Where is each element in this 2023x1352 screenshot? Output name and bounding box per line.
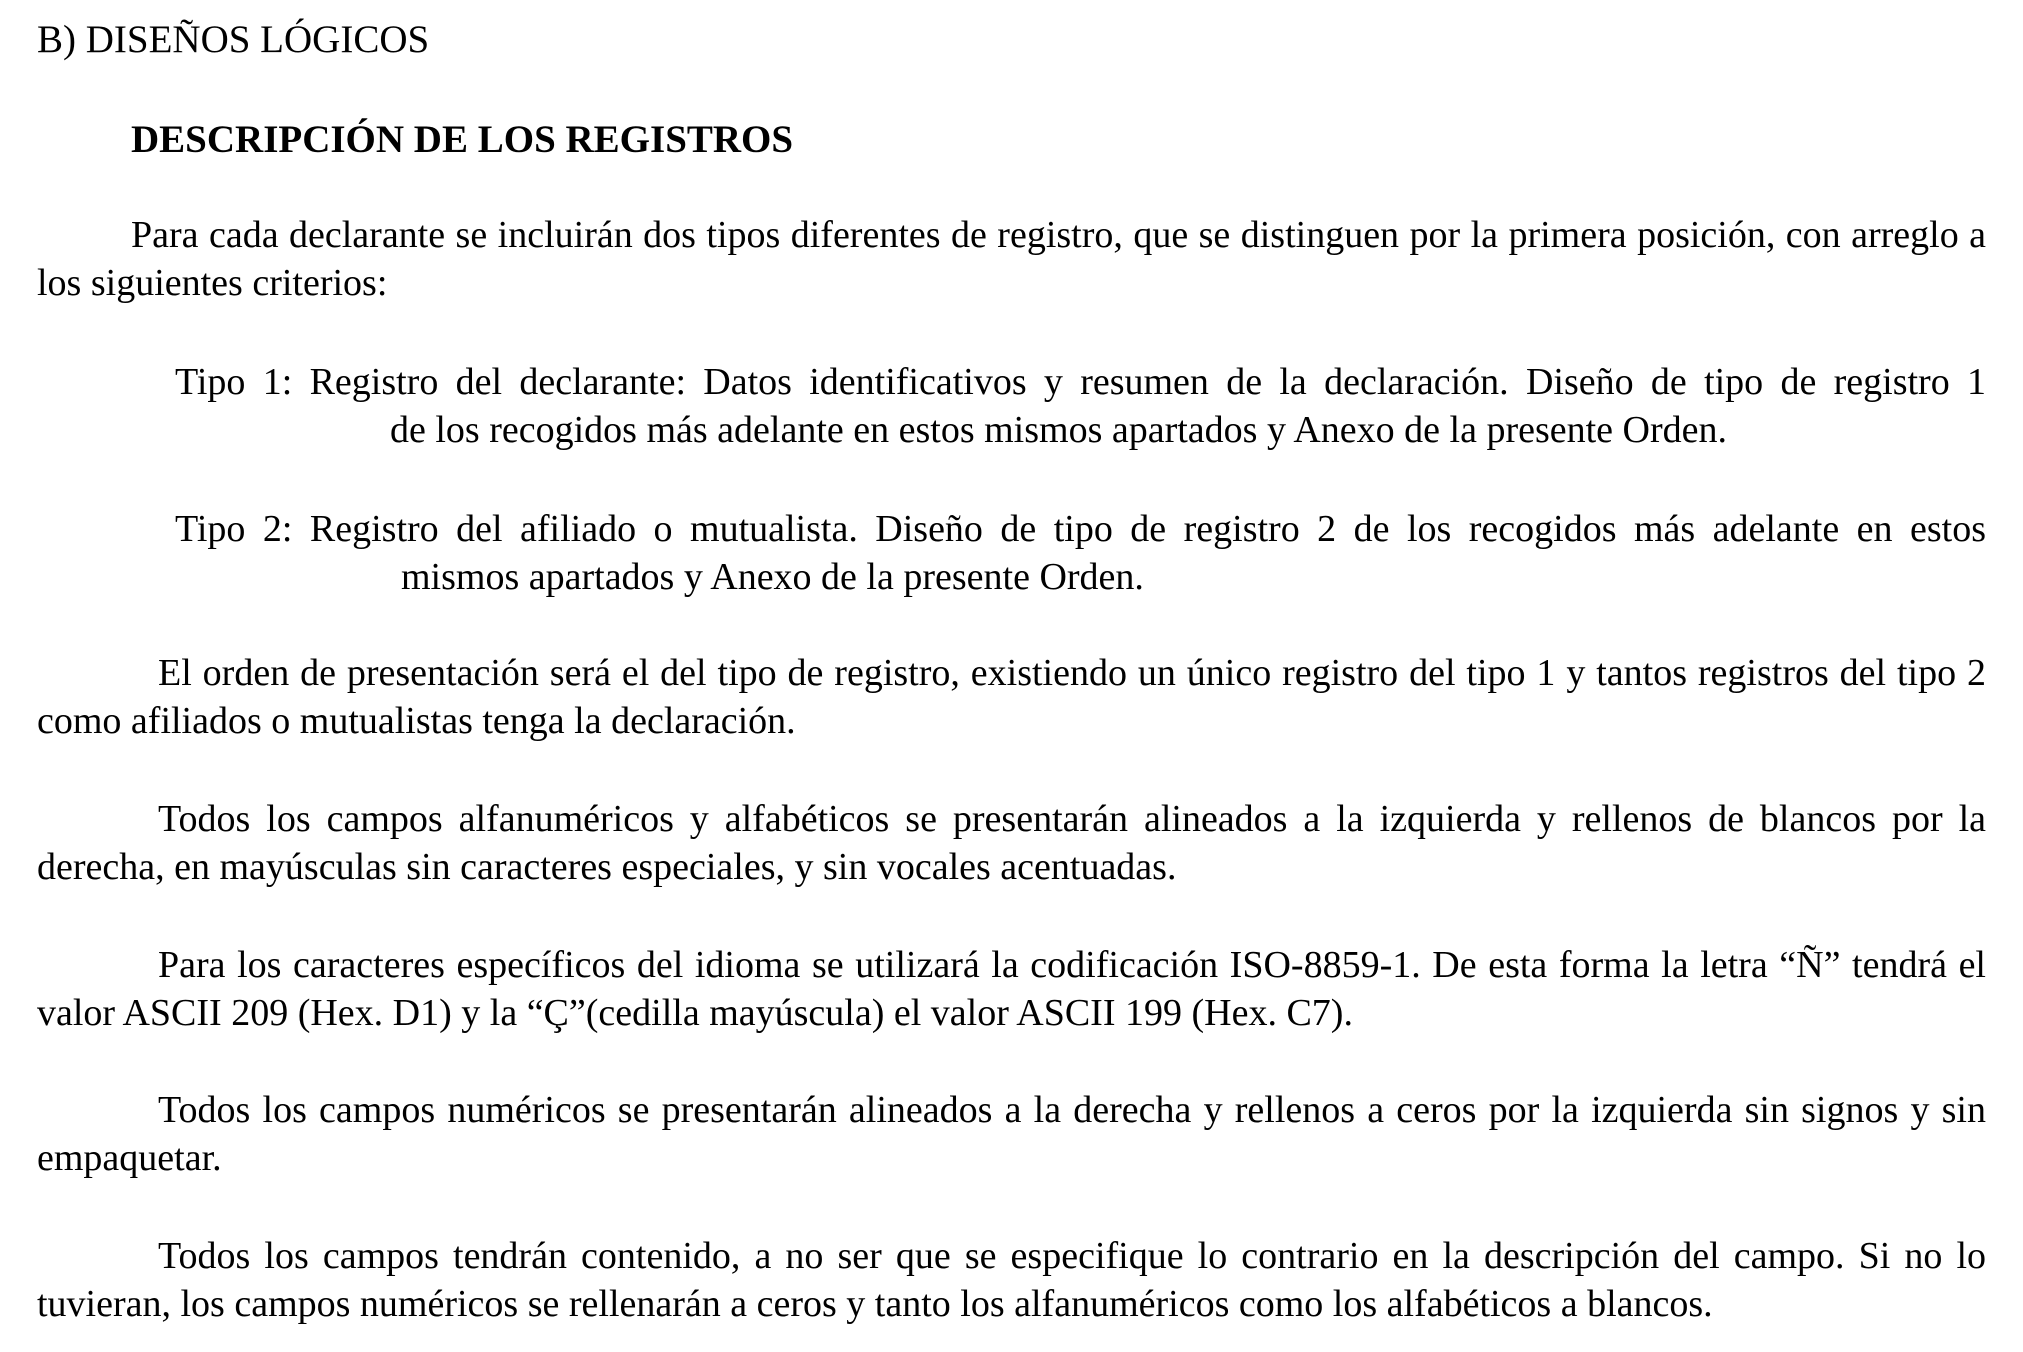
charset-paragraph: Para los caracteres específicos del idioma se utilizará la codificación ISO-8859-1. De esta forma la letra “Ñ” tendrá el valor ASCII 209 (Hex. D1) y la “Ç”(cedilla mayúscula) el valor ASCII 199 (Hex. C7). [37, 944, 1986, 1034]
all-fields-paragraph: Todos los campos tendrán contenido, a no ser que se especifique lo contrario en la descripción del campo. Si no lo tuvieran, los campos numéricos se rellenarán a ceros y tanto los alfanuméricos como los alfabéticos a blancos. [37, 1235, 1986, 1325]
intro-paragraph: Para cada declarante se incluirán dos tipos diferentes de registro, que se distinguen por la primera posición, con arreglo a los siguientes criterios: [37, 214, 1986, 304]
record-type-2-line-1: Tipo 2: Registro del afiliado o mutualista. Diseño de tipo de registro 2 de los recogidos más adelante en estos [175, 508, 1986, 550]
section-title: B) DISEÑOS LÓGICOS [37, 18, 430, 61]
numeric-fields-paragraph: Todos los campos numéricos se presentarán alineados a la derecha y rellenos a ceros por la izquierda sin signos y sin empaquetar. [37, 1089, 1986, 1179]
record-type-2 [175, 505, 1986, 601]
record-type-1-line-1: Tipo 1: Registro del declarante: Datos identificativos y resumen de la declaración. Diseño de tipo de registro 1 [175, 361, 1986, 403]
alpha-fields-paragraph: Todos los campos alfanuméricos y alfabéticos se presentarán alineados a la izquierda y rellenos de blancos por la derecha, en mayúsculas sin caracteres especiales, y sin vocales acentuadas. [37, 798, 1986, 888]
record-type-1 [175, 358, 1986, 454]
order-paragraph: El orden de presentación será el del tipo de registro, existiendo un único registro del tipo 1 y tantos registros del tipo 2 como afiliados o mutualistas tenga la declaración. [37, 652, 1986, 742]
record-type-2-line-2: mismos apartados y Anexo de la presente Orden. [401, 556, 1144, 598]
document-heading: DESCRIPCIÓN DE LOS REGISTROS [131, 118, 794, 161]
record-type-1-line-2: de los recogidos más adelante en estos mismos apartados y Anexo de la presente Orden. [390, 409, 1728, 451]
